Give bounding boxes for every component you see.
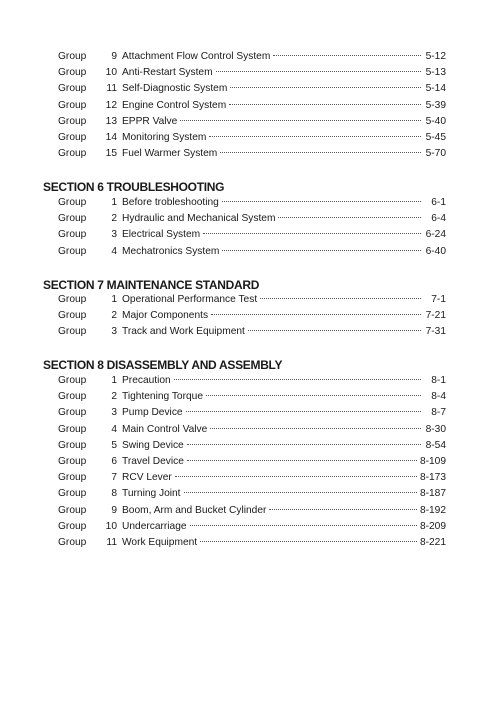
entry-title: Attachment Flow Control System xyxy=(122,51,271,62)
page-number: 8-4 xyxy=(431,391,446,403)
dot-leader xyxy=(269,509,417,510)
dot-leader xyxy=(230,87,421,88)
page-number: 8-221 xyxy=(419,536,446,548)
group-label: Group xyxy=(58,439,87,451)
dot-leader xyxy=(278,217,421,218)
toc-entry[interactable] xyxy=(58,98,446,114)
entry-title: Pump Device xyxy=(122,407,183,419)
page-number: 8-109 xyxy=(419,455,446,467)
dot-leader xyxy=(187,444,421,445)
entry-title: Hydraulic and Mechanical System xyxy=(122,213,276,225)
toc-entry[interactable] xyxy=(58,486,446,502)
page-number: 5-70 xyxy=(425,148,446,160)
group-label: Group xyxy=(58,148,87,160)
page-number: 6-24 xyxy=(425,229,446,241)
group-number: 10 xyxy=(105,520,117,532)
group-number: 3 xyxy=(111,407,117,419)
group-number: 2 xyxy=(111,391,117,403)
entry-title: Electrical System xyxy=(122,229,201,241)
dot-leader xyxy=(210,428,421,429)
entry-title: Undercarriage xyxy=(122,520,187,532)
page-number: 5-45 xyxy=(425,131,446,143)
group-number: 11 xyxy=(106,536,117,548)
entry-title: Precaution xyxy=(122,375,171,386)
dot-leader xyxy=(180,120,421,121)
group-label: Group xyxy=(58,375,87,386)
toc-entry[interactable] xyxy=(58,211,446,227)
toc-entry[interactable] xyxy=(58,49,446,65)
dot-leader xyxy=(175,476,417,477)
toc-entry[interactable] xyxy=(58,324,446,340)
toc-entry[interactable] xyxy=(58,146,446,162)
group-label: Group xyxy=(58,488,87,500)
group-number: 2 xyxy=(111,213,117,225)
dot-leader xyxy=(203,233,421,234)
toc-entry[interactable] xyxy=(58,470,446,486)
group-label: Group xyxy=(58,407,87,419)
toc-entry[interactable] xyxy=(58,227,446,243)
toc-entry[interactable] xyxy=(58,454,446,470)
entry-title: Swing Device xyxy=(122,439,184,451)
page-number: 8-54 xyxy=(425,439,446,451)
toc-entry[interactable] xyxy=(58,114,446,130)
page-number: 6-4 xyxy=(431,213,446,225)
group-number: 3 xyxy=(111,229,117,241)
group-number: 12 xyxy=(105,99,117,111)
entry-title: Fuel Warmer System xyxy=(122,148,218,160)
group-number: 9 xyxy=(111,504,117,516)
page-number: 8-1 xyxy=(431,375,446,386)
group-label: Group xyxy=(58,99,87,111)
page-number: 5-14 xyxy=(425,83,446,95)
toc-entry[interactable] xyxy=(58,422,446,438)
group-label: Group xyxy=(58,536,87,548)
group-label: Group xyxy=(58,213,87,225)
entry-title: Self-Diagnostic System xyxy=(122,83,228,95)
toc-entry[interactable] xyxy=(58,519,446,535)
group-label: Group xyxy=(58,51,87,62)
group-label: Group xyxy=(58,504,87,516)
page-number: 8-7 xyxy=(431,407,446,419)
group-number: 4 xyxy=(111,423,117,435)
group-number: 1 xyxy=(111,375,117,386)
group-number: 3 xyxy=(111,326,117,338)
entry-title: Main Control Valve xyxy=(122,423,208,435)
dot-leader xyxy=(216,71,421,72)
entry-title: Operational Performance Test xyxy=(122,294,258,305)
group-label: Group xyxy=(58,131,87,143)
toc-group-list xyxy=(58,49,446,162)
entry-title: Anti-Restart System xyxy=(122,67,213,79)
toc-entry[interactable] xyxy=(58,373,446,389)
toc-group-list xyxy=(58,373,446,551)
dot-leader xyxy=(200,541,417,542)
page-number: 8-209 xyxy=(419,520,446,532)
group-number: 1 xyxy=(111,197,117,208)
entry-title: Monitoring System xyxy=(122,131,207,143)
toc-entry[interactable] xyxy=(58,292,446,308)
entry-title: Turning Joint xyxy=(122,488,181,500)
page-number: 6-1 xyxy=(431,197,446,208)
group-label: Group xyxy=(58,197,87,208)
toc-entry[interactable] xyxy=(58,81,446,97)
page-number: 5-12 xyxy=(425,51,446,62)
group-label: Group xyxy=(58,294,87,305)
group-number: 8 xyxy=(111,488,117,500)
page-number: 8-187 xyxy=(419,488,446,500)
dot-leader xyxy=(273,55,421,56)
group-number: 2 xyxy=(111,310,117,322)
entry-title: Boom, Arm and Bucket Cylinder xyxy=(122,504,267,516)
group-number: 4 xyxy=(111,245,117,257)
group-number: 11 xyxy=(106,83,117,95)
page-number: 5-39 xyxy=(425,99,446,111)
toc-entry[interactable] xyxy=(58,130,446,146)
group-number: 9 xyxy=(111,51,117,62)
dot-leader xyxy=(220,152,421,153)
dot-leader xyxy=(187,460,417,461)
group-label: Group xyxy=(58,310,87,322)
group-number: 6 xyxy=(111,455,117,467)
page-number: 6-40 xyxy=(425,245,446,257)
toc-entry[interactable] xyxy=(58,503,446,519)
dot-leader xyxy=(186,411,421,412)
section-heading: SECTION 6 TROUBLESHOOTING xyxy=(43,180,225,194)
entry-title: Mechatronics System xyxy=(122,245,220,257)
entry-title: Track and Work Equipment xyxy=(122,326,245,338)
dot-leader xyxy=(211,314,421,315)
group-number: 10 xyxy=(105,67,117,79)
dot-leader xyxy=(260,298,421,299)
entry-title: Engine Control System xyxy=(122,99,227,111)
page-number: 5-40 xyxy=(425,115,446,127)
group-label: Group xyxy=(58,229,87,241)
group-label: Group xyxy=(58,423,87,435)
group-label: Group xyxy=(58,245,87,257)
toc-entry[interactable] xyxy=(58,244,446,260)
group-number: 5 xyxy=(111,439,117,451)
entry-title: Travel Device xyxy=(122,455,184,467)
entry-title: Tightening Torque xyxy=(122,391,203,403)
toc-entry[interactable] xyxy=(58,308,446,324)
section-heading: SECTION 7 MAINTENANCE STANDARD xyxy=(43,278,260,292)
entry-title: Before trobleshooting xyxy=(122,197,219,208)
group-label: Group xyxy=(58,115,87,127)
dot-leader xyxy=(229,104,421,105)
page-number: 7-31 xyxy=(425,326,446,338)
group-number: 15 xyxy=(105,148,117,160)
dot-leader xyxy=(222,201,421,202)
group-label: Group xyxy=(58,83,87,95)
dot-leader xyxy=(206,395,421,396)
entry-title: Work Equipment xyxy=(122,536,198,548)
toc-entry[interactable] xyxy=(58,389,446,405)
entry-title: EPPR Valve xyxy=(122,115,178,127)
page-number: 8-30 xyxy=(425,423,446,435)
dot-leader xyxy=(209,136,421,137)
toc-group-list xyxy=(58,195,446,260)
section-heading: SECTION 8 DISASSEMBLY AND ASSEMBLY xyxy=(43,358,283,372)
group-number: 7 xyxy=(111,472,117,484)
group-label: Group xyxy=(58,472,87,484)
toc-entry[interactable] xyxy=(58,438,446,454)
group-number: 1 xyxy=(111,294,117,305)
group-number: 13 xyxy=(105,115,117,127)
page-number: 8-173 xyxy=(419,472,446,484)
toc-group-list xyxy=(58,292,446,341)
group-label: Group xyxy=(58,455,87,467)
toc-entry[interactable] xyxy=(58,65,446,81)
group-label: Group xyxy=(58,391,87,403)
group-label: Group xyxy=(58,326,87,338)
entry-title: Major Components xyxy=(122,310,209,322)
page-number: 5-13 xyxy=(425,67,446,79)
group-label: Group xyxy=(58,520,87,532)
toc-entry[interactable] xyxy=(58,535,446,551)
dot-leader xyxy=(184,492,417,493)
group-label: Group xyxy=(58,67,87,79)
entry-title: RCV Lever xyxy=(122,472,172,484)
toc-entry[interactable] xyxy=(58,195,446,211)
dot-leader xyxy=(174,379,421,380)
dot-leader xyxy=(222,250,421,251)
page-number: 8-192 xyxy=(419,504,446,516)
page-number: 7-1 xyxy=(431,294,446,305)
page-number: 7-21 xyxy=(425,310,446,322)
toc-entry[interactable] xyxy=(58,405,446,421)
dot-leader xyxy=(190,525,417,526)
dot-leader xyxy=(248,330,421,331)
group-number: 14 xyxy=(105,131,117,143)
